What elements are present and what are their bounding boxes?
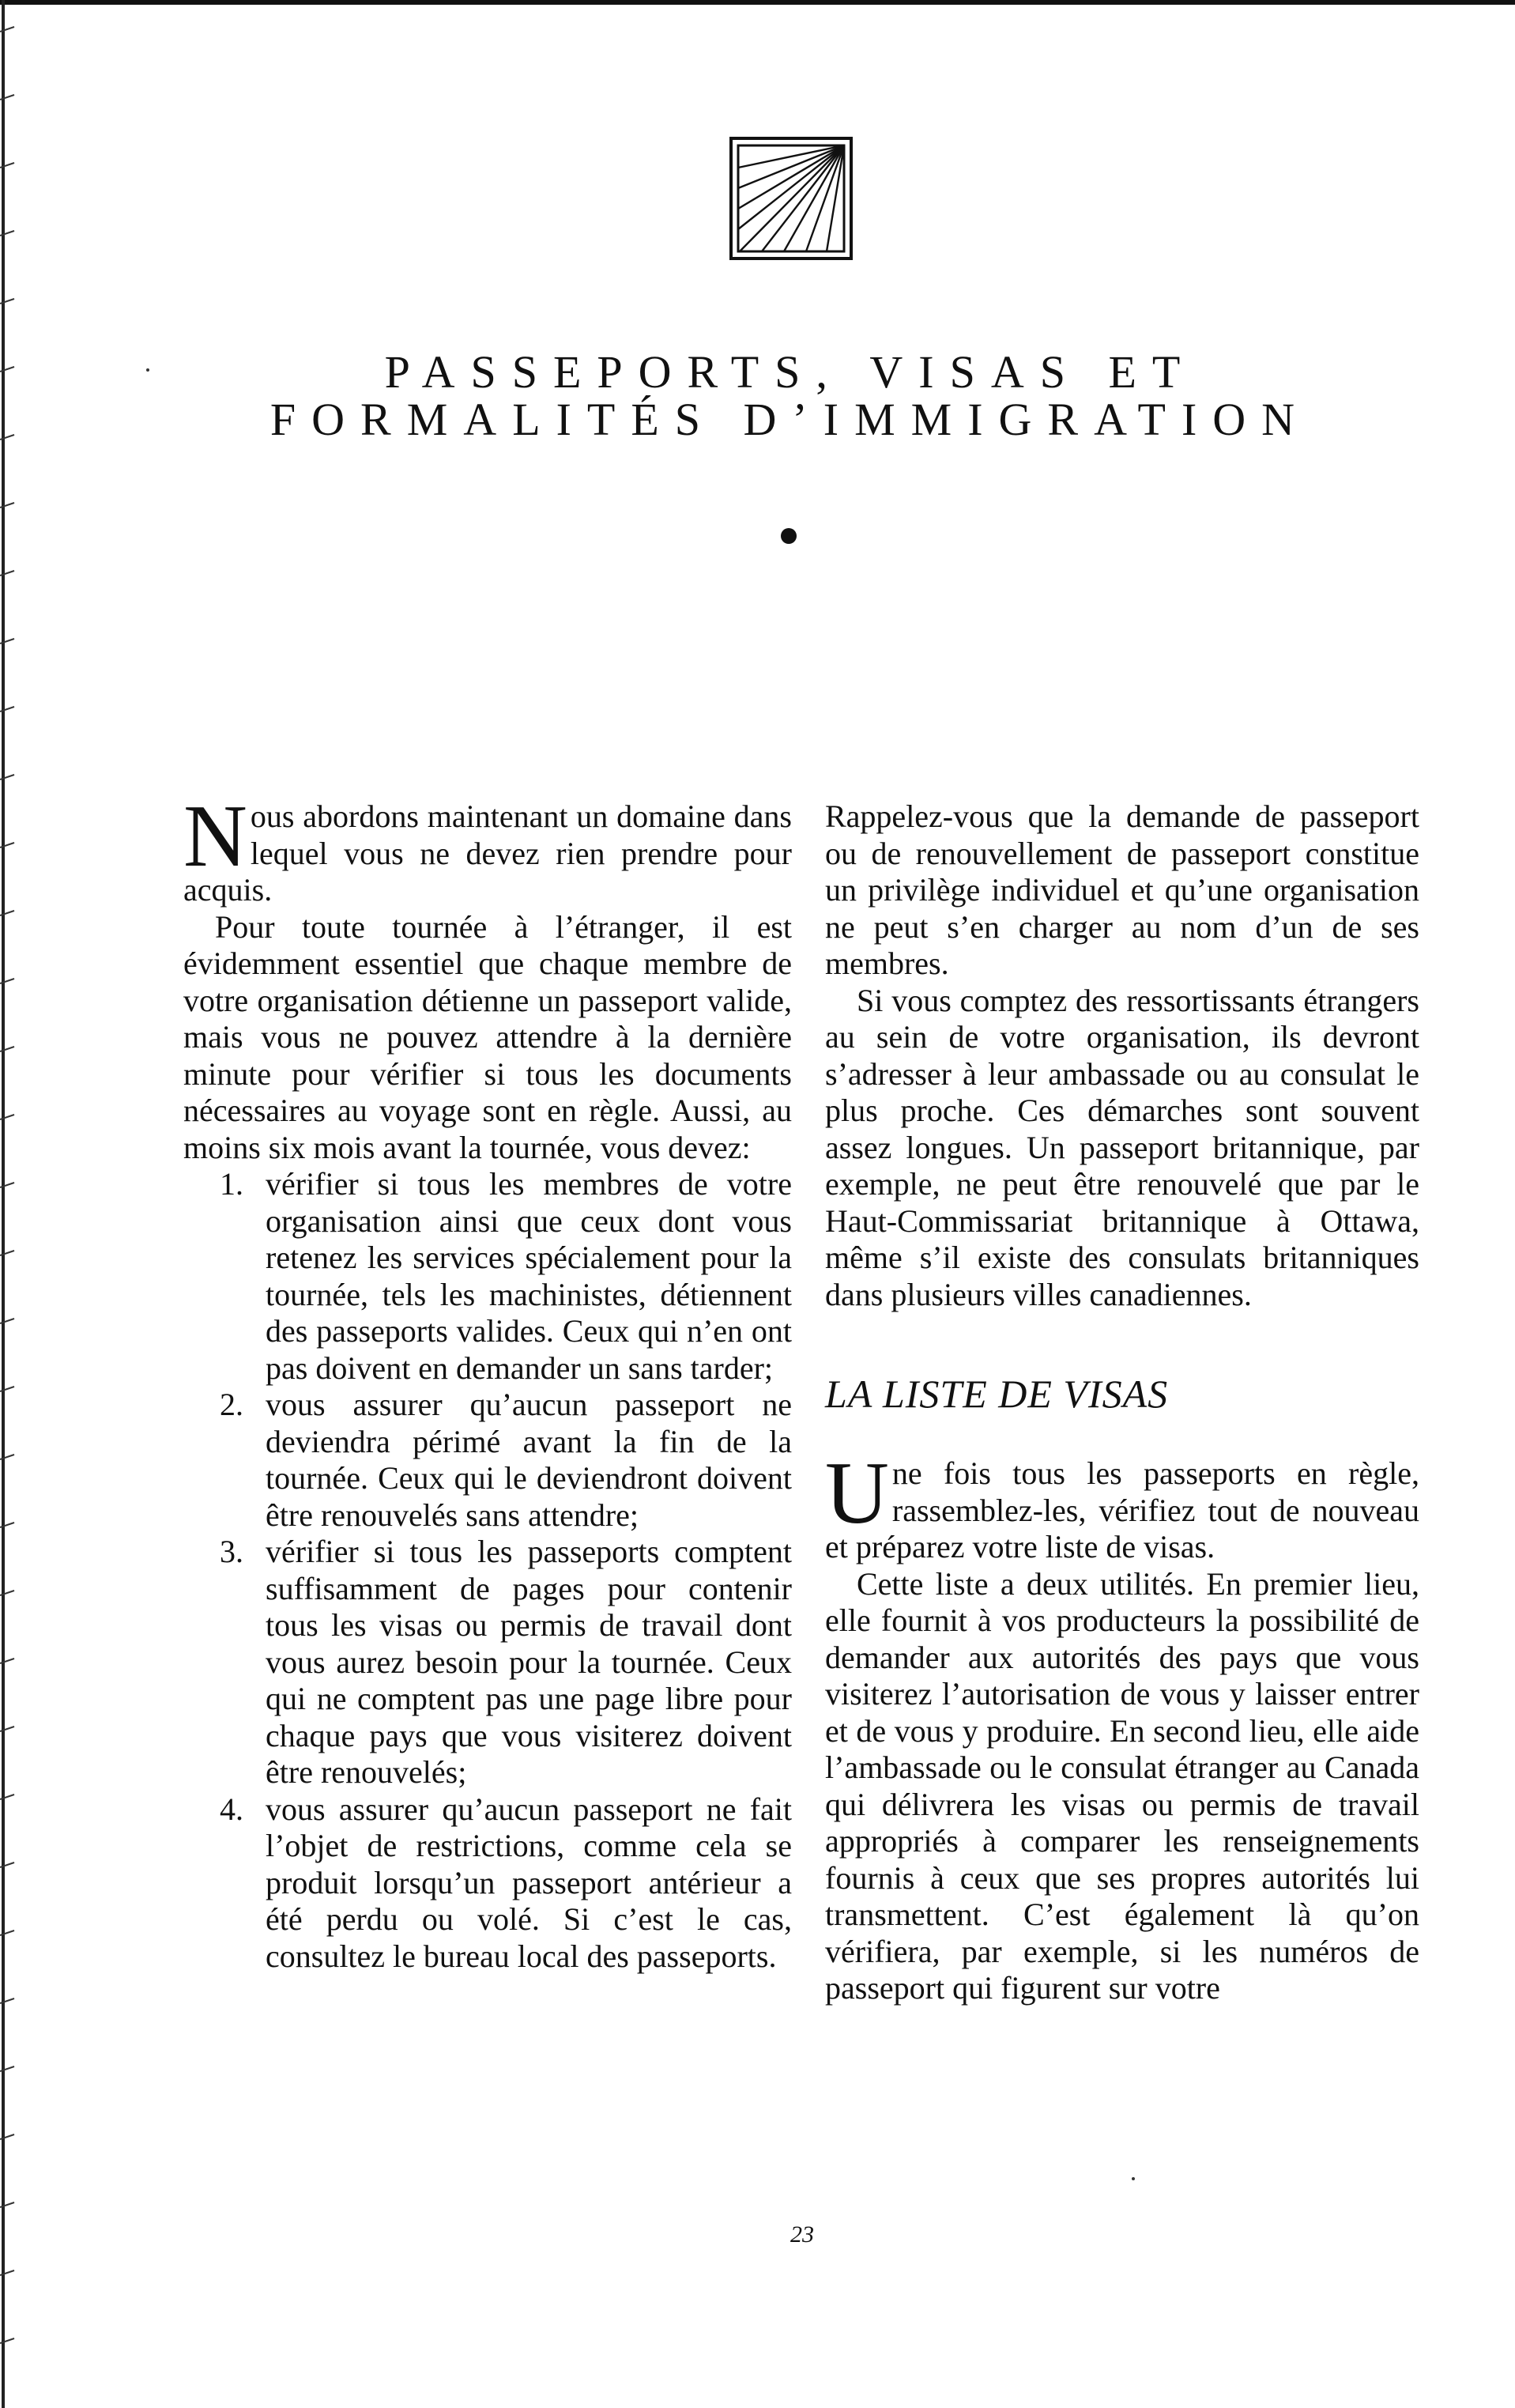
section-heading: LA LISTE DE VISAS xyxy=(825,1372,1169,1416)
top-rule xyxy=(0,0,1515,5)
list-item-text: vous assurer qu’aucun passeport ne fait l’objet de restrictions, comme cela se produit lorsqu’un passeport antérieur a été perdu ou volé. Si c’est le cas, consultez le bureau local des passeports. xyxy=(266,1791,792,1974)
list-item-text: vérifier si tous les membres de votre organisation ainsi que ceux dont vous retenez les services spécialement pour la tournée, tels les machinistes, détiennent des passeports valides. Ceux qui n’en ont pas doivent en demander un sans tarder; xyxy=(266,1166,792,1386)
list-number: 2. xyxy=(220,1387,243,1422)
section-intro-paragraph xyxy=(825,1444,1419,1566)
page-number: 23 xyxy=(790,2221,814,2248)
section-intro-text: ne fois tous les passeports en règle, rassemblez-les, vérifiez tout de nouveau et préparez votre liste de visas. xyxy=(825,1455,1419,1564)
scan-speck xyxy=(1132,2177,1135,2180)
intro-text: ous abordons maintenant un domaine dans lequel vous ne devez rien prendre pour acquis. xyxy=(183,798,792,908)
list-item xyxy=(220,1387,792,1534)
list-number: 3. xyxy=(220,1534,243,1569)
list-item xyxy=(220,1166,792,1387)
left-column xyxy=(183,787,792,1975)
numbered-list xyxy=(183,1166,792,1975)
list-item xyxy=(220,1791,792,1976)
intro-paragraph xyxy=(183,787,792,909)
right-column xyxy=(825,798,1419,2007)
section-bullet-icon xyxy=(781,528,797,544)
list-item xyxy=(220,1534,792,1791)
list-item-text: vérifier si tous les passeports comptent suffisamment de pages pour contenir tous les visas ou permis de travail dont vous aurez besoin pour la tournée. Ceux qui ne comptent pas une page libre pour chaque pays que vous visiterez doivent être renouvelés; xyxy=(266,1534,792,1790)
drop-cap: N xyxy=(183,787,247,885)
page-title-line-1: PASSEPORTS, VISAS ET xyxy=(384,346,1197,398)
drop-cap: U xyxy=(825,1444,889,1542)
paragraph: Si vous comptez des ressortissants étrangers au sein de votre organisation, ils devront s’adresser à leur ambassade ou au consulat le plus proche. Ces démarches sont souvent assez longues. Un passeport britannique, par exemple, ne peut être renouvelé que par le Haut-Commissariat britannique à Ottawa, même s’il existe des consulats britanniques dans plusieurs villes canadiennes. xyxy=(825,982,1419,1312)
sunburst-logo-icon xyxy=(729,136,854,261)
scan-speck xyxy=(146,368,149,372)
paragraph: Rappelez-vous que la demande de passeport ou de renouvellement de passeport constitue un privilège individuel et qu’une organisation ne peut s’en charger au nom d’un de ses membres. xyxy=(825,798,1419,981)
paragraph: Pour toute tournée à l’étranger, il est évidemment essentiel que chaque membre de votre organisation détienne un passeport valide, mais vous ne pouvez attendre à la dernière minute pour vérifier si tous les documents nécessaires au voyage sont en règle. Aussi, au moins six mois avant la tournée, vous devez: xyxy=(183,908,792,1165)
list-item-text: vous assurer qu’aucun passeport ne deviendra périmé avant la fin de la tournée. Ceux qui le deviendront doivent être renouvelés sans attendre; xyxy=(266,1387,792,1533)
list-number: 4. xyxy=(220,1791,243,1827)
list-number: 1. xyxy=(220,1166,243,1202)
paragraph: Cette liste a deux utilités. En premier lieu, elle fournit à vos producteurs la possibilité de demander aux autorités des pays que vous visiterez l’autorisation de vous y laisser entrer et de vous y produire. En second lieu, elle aide l’ambassade ou le consulat étranger au Canada qui délivrera les visas ou permis de travail appropriés à comparer les renseignements fournis à ceux que ses propres autorités lui transmettent. C’est également là qu’on vérifiera, par exemple, si les numéros de passeport qui figurent sur votre xyxy=(825,1565,1419,2006)
page-title-line-2: FORMALITÉS D’IMMIGRATION xyxy=(269,394,1311,445)
